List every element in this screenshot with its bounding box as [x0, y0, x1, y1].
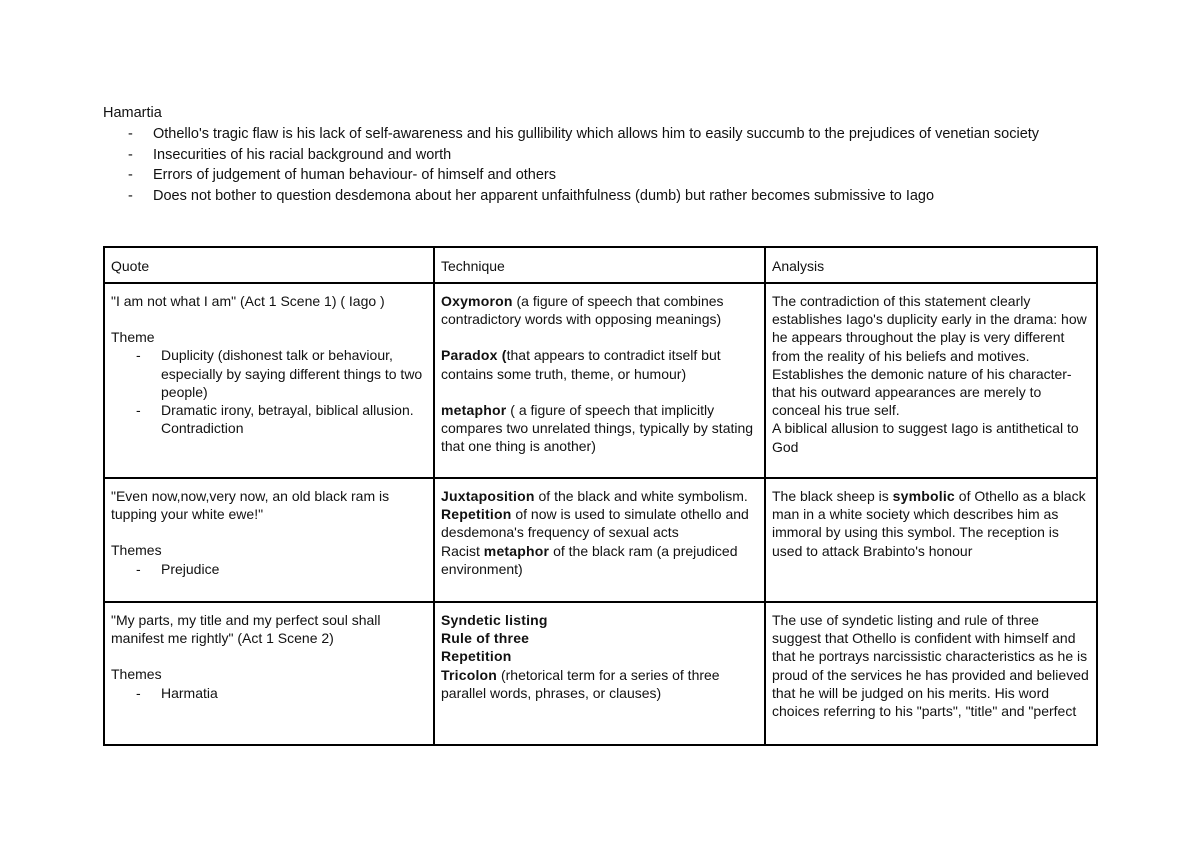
theme-list: [111, 560, 426, 578]
header-quote: Quote: [104, 247, 434, 283]
technique-cell: [434, 478, 765, 602]
analysis-text-post: of Othello as a black man in a white society which describes him as immoral by using this symbol. The reception is used to attack Brabinto's honour: [772, 488, 1086, 559]
quote-text: "I am not what I am" (Act 1 Scene 1) ( Iago ): [111, 293, 385, 309]
technique-desc: of now is used to simulate othello and desdemona's frequency of sexual acts: [441, 506, 749, 541]
technique-desc: of the black ram (a prejudiced environment): [441, 542, 738, 577]
analysis-bold: symbolic: [892, 488, 955, 504]
theme-item: - Dramatic irony, betrayal, biblical allusion. Contradiction: [111, 401, 426, 437]
list-item: - Othello's tragic flaw is his lack of self-awareness and his gullibility which allows him to easily succumb to the prejudices of venetian society: [103, 124, 1103, 145]
table-row: [104, 283, 1097, 478]
technique-entry: [441, 505, 757, 541]
theme-item: - Duplicity (dishonest talk or behaviour, especially by saying different things to two people): [111, 346, 426, 401]
technique-term: Juxtaposition: [441, 488, 535, 504]
analysis-paragraph: A biblical allusion to suggest Iago is antithetical to God: [772, 420, 1079, 455]
technique-term: Repetition: [441, 648, 512, 665]
theme-list: [111, 684, 426, 702]
quote-cell: [104, 478, 434, 602]
technique-term: Tricolon: [441, 666, 498, 683]
quote-cell: [104, 283, 434, 478]
theme-label: Theme: [111, 329, 155, 346]
analysis-cell: [765, 478, 1097, 602]
theme-label: Themes: [111, 666, 162, 683]
technique-prefix: Racist: [441, 542, 484, 559]
technique-term: Oxymoron: [441, 293, 513, 309]
technique-entry: [441, 401, 757, 456]
intro-section: [103, 103, 1103, 206]
list-item: - Errors of judgement of human behaviour- of himself and others: [103, 165, 1103, 186]
theme-item: - Prejudice: [111, 560, 426, 578]
analysis-paragraph: The use of syndetic listing and rule of three suggest that Othello is confident with himself and that he portrays narcissistic characteristics as he is proud of the services he has provided and believed that he will be judged on his merits. His word choices referring to his "parts", "title" and "perfect: [772, 612, 1089, 720]
technique-term: metaphor: [483, 542, 550, 559]
technique-cell: [434, 283, 765, 478]
theme-list: [111, 346, 426, 437]
hamartia-list: [103, 124, 1103, 206]
technique-term: Rule of three: [441, 630, 530, 647]
technique-desc: that appears to contradict itself but contains some truth, theme, or humour): [441, 347, 721, 382]
table-row: [104, 602, 1097, 745]
analysis-paragraph: The contradiction of this statement clearly establishes Iago's duplicity early in the drama: how he appears throughout the play is very different from the reality of his beliefs and motives.: [772, 293, 1087, 364]
quote-text: "My parts, my title and my perfect soul shall manifest me rightly" (Act 1 Scene 2): [111, 612, 381, 647]
technique-entry: [441, 292, 757, 328]
header-technique: Technique: [434, 247, 765, 283]
analysis-paragraph: Establishes the demonic nature of his character- that his outward appearances are merely to conceal his true self.: [772, 365, 1072, 419]
analysis-cell: [765, 283, 1097, 478]
list-item: - Does not bother to question desdemona about her apparent unfaithfulness (dumb) but rather becomes submissive to Iago: [103, 186, 1103, 207]
quote-cell: [104, 602, 434, 745]
theme-label: Themes: [111, 542, 162, 559]
analysis-text-pre: The black sheep is: [772, 488, 893, 504]
technique-desc: ( a figure of speech that implicitly compares two unrelated things, typically by stating that one thing is another): [441, 401, 754, 455]
technique-desc: (rhetorical term for a series of three parallel words, phrases, or clauses): [441, 666, 720, 701]
technique-term: Syndetic listing: [441, 612, 548, 628]
quote-text: "Even now,now,very now, an old black ram is tupping your white ewe!": [111, 488, 390, 523]
technique-entry: [441, 666, 757, 702]
technique-entry: [441, 487, 757, 505]
analysis-cell: [765, 602, 1097, 745]
technique-term: Paradox (: [441, 347, 507, 364]
analysis-table: [103, 246, 1098, 746]
technique-desc: (a figure of speech that combines contradictory words with opposing meanings): [441, 293, 724, 328]
technique-entry: [441, 542, 757, 578]
theme-item: - Harmatia: [111, 684, 426, 702]
table-header-row: [104, 247, 1097, 283]
list-item: - Insecurities of his racial background and worth: [103, 145, 1103, 166]
section-title: Hamartia: [103, 105, 162, 121]
technique-desc: of the black and white symbolism.: [534, 488, 748, 504]
technique-entry: [441, 346, 757, 382]
technique-term: metaphor: [441, 401, 507, 418]
header-analysis: Analysis: [765, 247, 1097, 283]
table-row: [104, 478, 1097, 602]
technique-term: Repetition: [441, 506, 512, 523]
technique-cell: [434, 602, 765, 745]
